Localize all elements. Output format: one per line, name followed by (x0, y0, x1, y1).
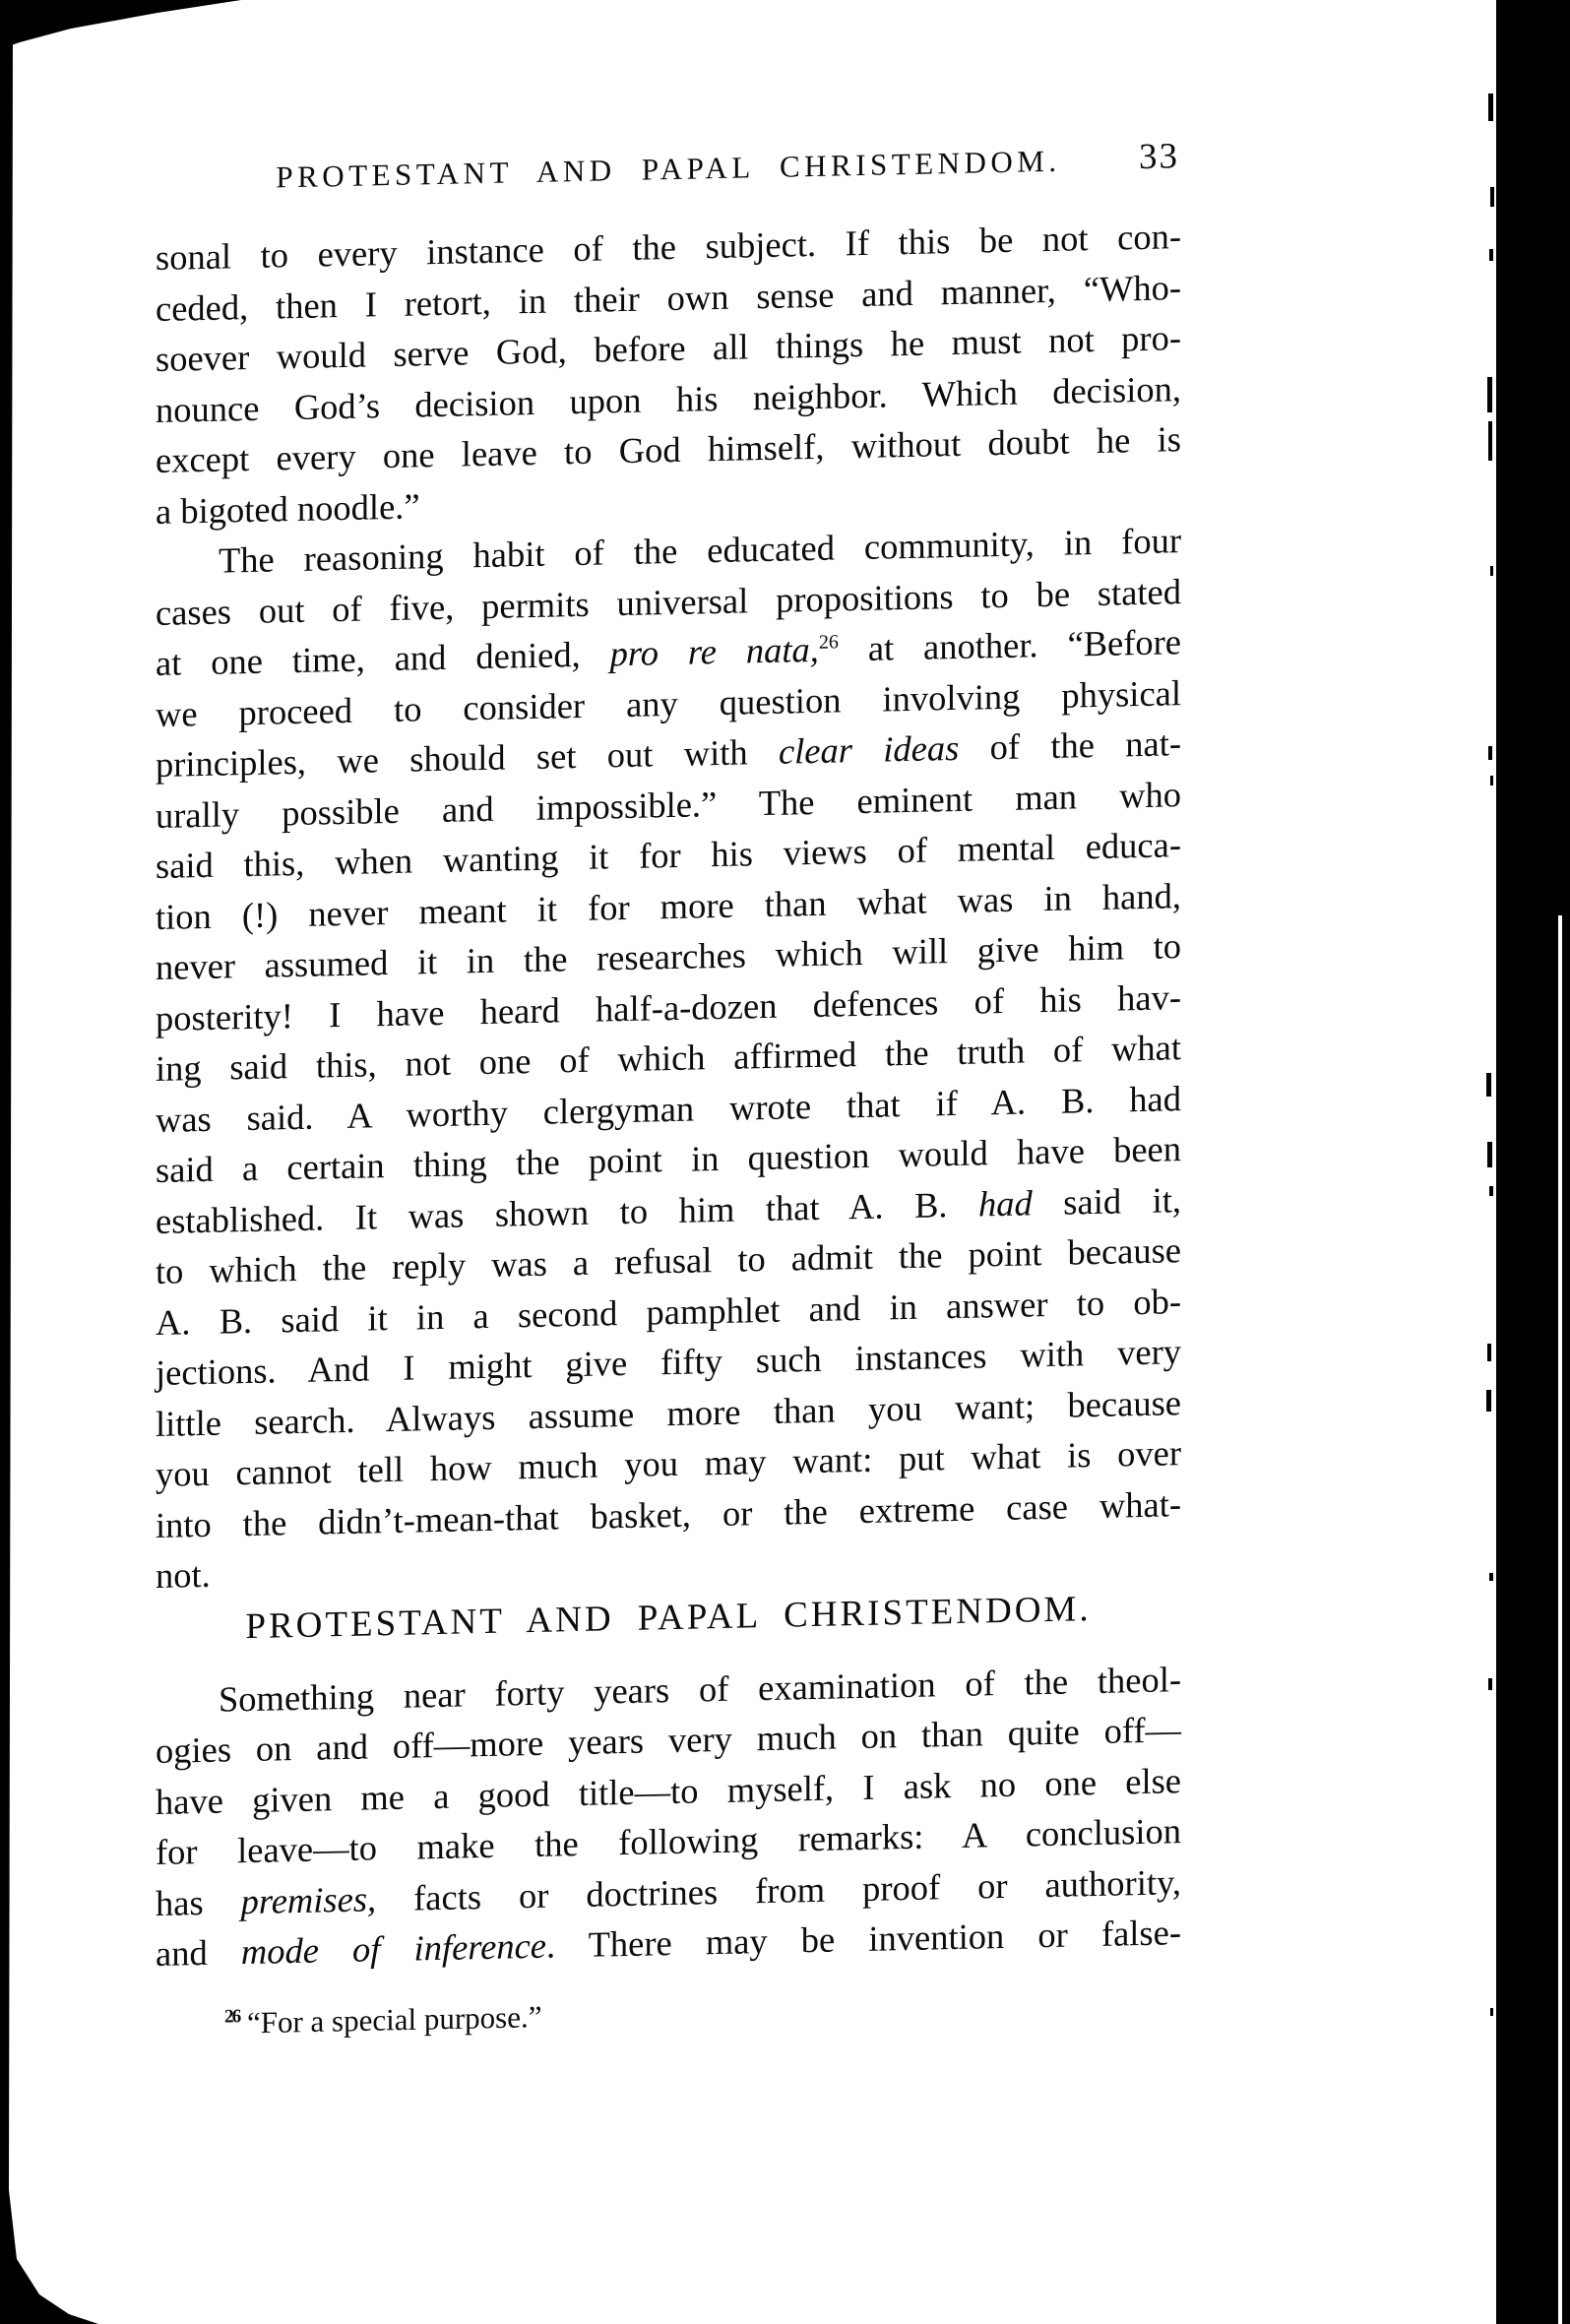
text-line: ing said this, not one of which affirmed the truth of what (156, 1027, 1181, 1089)
scan-speck (1488, 746, 1492, 760)
text-line: never assumed it in the researches which will give him to (156, 925, 1181, 987)
scan-speck (1486, 1073, 1491, 1097)
body-text-lower (156, 1654, 1181, 1979)
text-line: said a certain thing the point in question would have been (156, 1128, 1181, 1190)
paragraph (156, 211, 1181, 536)
scan-speck (1490, 2008, 1493, 2016)
text-line: The reasoning habit of the educated community, in four (219, 520, 1181, 581)
page-number: 33 (1139, 136, 1179, 178)
text-line: ogies on and off—more years very much on than quite off— (156, 1709, 1181, 1771)
paragraph (156, 515, 1181, 1601)
text-line: ceded, then I retort, in their own sense and manner, “Who- (156, 266, 1181, 329)
scan-speck (1490, 187, 1494, 207)
scan-speck (1487, 1344, 1491, 1361)
text-line: A. B. said it in a second pamphlet and in answer to ob- (156, 1280, 1181, 1343)
scan-corner-shadow (0, 0, 241, 53)
text-line: said this, when wanting it for his views of mental educa- (156, 824, 1181, 886)
scan-speck (1489, 1186, 1493, 1196)
text-line: have given me a good title—to myself, I ask no one else (156, 1759, 1181, 1822)
paragraph (156, 1654, 1181, 1979)
text-line: nounce God’s decision upon his neighbor. Which decision, (156, 367, 1181, 430)
page-content (156, 136, 1182, 2044)
section-heading: PROTESTANT AND PAPAL CHRISTENDOM. (245, 1588, 1092, 1647)
scan-speck (1486, 1390, 1491, 1412)
text-line: cases out of five, permits universal propositions to be stated (156, 570, 1181, 633)
scan-speck (1490, 566, 1493, 576)
text-line: has premises, facts or doctrines from proof or authority, (156, 1860, 1181, 1923)
text-line: established. It was shown to him that A. B. had said it, (156, 1178, 1182, 1241)
text-line: little search. Always assume more than you want; because (156, 1381, 1181, 1444)
scan-speck (1488, 1678, 1492, 1690)
text-line: tion (!) never meant it for more than what was in hand, (156, 874, 1181, 937)
text-line: soever would serve God, before all things he must not pro- (156, 317, 1181, 379)
scan-speck (1490, 776, 1493, 785)
text-line: and mode of inference. There may be invention or false- (156, 1912, 1181, 1974)
text-line: Something near forty years of examination of the theol- (219, 1658, 1181, 1720)
text-line: to which the reply was a refusal to admit the point because (156, 1229, 1181, 1291)
scan-left-edge-shadow (0, 0, 98, 2324)
scan-speck (1488, 94, 1493, 121)
scan-speck (1489, 1573, 1493, 1581)
scan-speck (1487, 1142, 1492, 1167)
scan-speck (1487, 377, 1492, 412)
text-line: not. (156, 1553, 211, 1596)
text-line: into the didn’t-mean-that basket, or the extreme case what- (156, 1482, 1181, 1545)
footnote (156, 1978, 1181, 2044)
text-line: principles, we should set out with clear ideas of the nat- (156, 722, 1181, 785)
scan-speck (1489, 249, 1493, 261)
text-line: was said. A worthy clergyman wrote that if A. B. had (156, 1077, 1181, 1140)
body-text-upper (156, 211, 1181, 1601)
text-line: a bigoted noodle.” (156, 484, 420, 532)
text-line: sonal to every instance of the subject. If this be not con- (156, 216, 1181, 278)
text-line: except every one leave to God himself, without doubt he is (156, 418, 1181, 480)
footnote-text: “For a special purpose.” (246, 1998, 542, 2040)
scan-binding-line (1558, 915, 1562, 2324)
text-line: jections. And I might give fifty such instances with very (156, 1331, 1181, 1393)
text-line: posterity! I have heard half-a-dozen defences of his hav- (156, 975, 1181, 1038)
text-line: we proceed to consider any question involving physical (156, 671, 1181, 734)
scan-right-edge-bar (1496, 0, 1570, 2324)
text-line: urally possible and impossible.” The eminent man who (156, 773, 1181, 836)
text-line: at one time, and denied, pro re nata,$^{26}$ at another. “Before (156, 621, 1182, 683)
running-head: PROTESTANT AND PAPAL CHRISTENDOM. (276, 143, 1061, 195)
page-header (156, 136, 1181, 208)
scan-speck (1488, 421, 1492, 461)
text-line: for leave—to make the following remarks: A conclusion (156, 1810, 1181, 1872)
footnote-mark: 26 (224, 2005, 240, 2028)
text-line: you cannot tell how much you may want: put what is over (156, 1432, 1181, 1494)
